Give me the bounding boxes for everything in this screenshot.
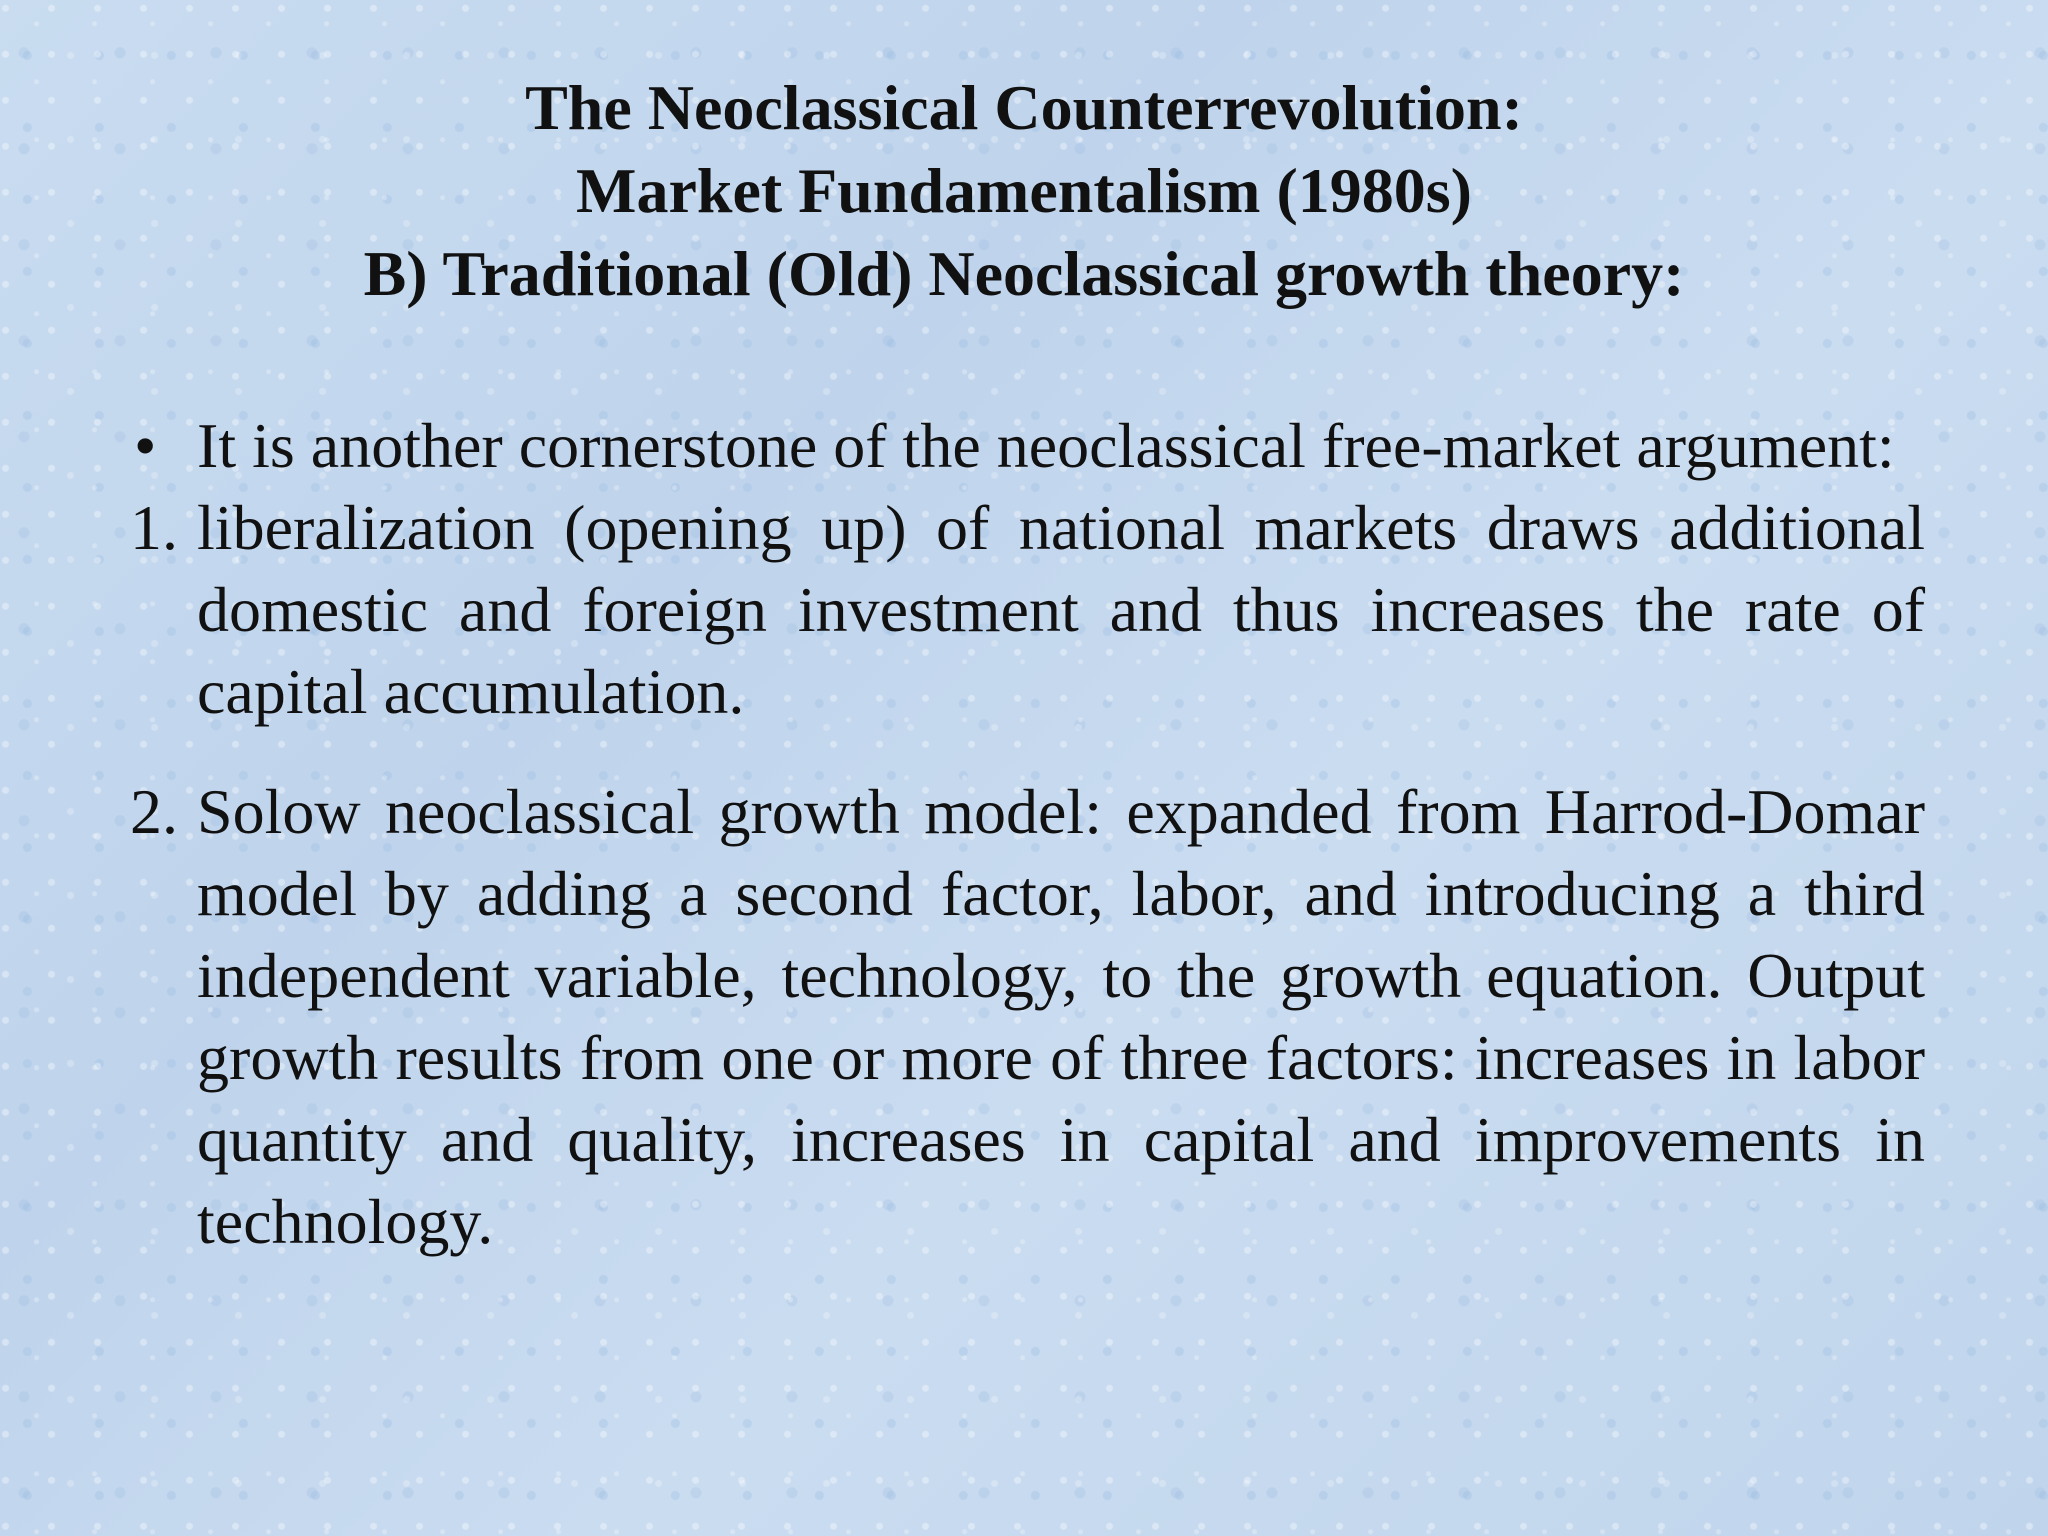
title-line-2: Market Fundamentalism (1980s) xyxy=(576,155,1472,226)
number-marker-1: 1. xyxy=(130,492,178,563)
numbered-item-2 xyxy=(130,771,1925,1263)
numbered-item-1 xyxy=(130,487,1925,733)
numbered-item-text-2: Solow neoclassical growth model: expanded from Harrod-Domar model by adding a second factor, labor, and introducing a third independent variable, technology, to the growth equation. Output growth results from one or more of three factors: increases in labor quantity and quality, increases in capital and improvements in technology. xyxy=(197,776,1925,1257)
title-line-3: B) Traditional (Old) Neoclassical growth theory: xyxy=(363,238,1685,309)
title-line-1: The Neoclassical Counterrevolution: xyxy=(525,72,1523,143)
bullet-text: It is another cornerstone of the neoclassical free-market argument: xyxy=(197,410,1895,481)
slide-title xyxy=(100,66,1948,315)
number-marker-2: 2. xyxy=(130,776,178,847)
bullet-item xyxy=(130,405,1925,487)
bullet-marker: • xyxy=(134,410,157,481)
slide-body xyxy=(130,405,1925,1263)
numbered-item-text-1: liberalization (opening up) of national markets draws additional domestic and foreign investment and thus increases the rate of capital accumulation. xyxy=(197,492,1925,727)
